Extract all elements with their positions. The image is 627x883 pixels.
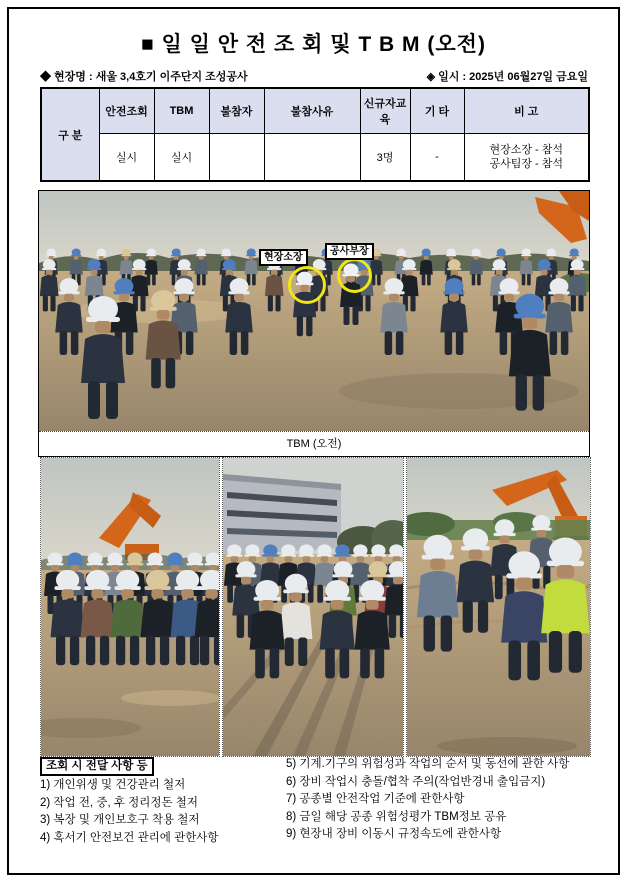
- announcement-left-column: [40, 756, 286, 847]
- note-item-1: 1) 개인위생 및 건강관리 철저: [40, 779, 186, 791]
- col-header-safety-check: 안전조회: [99, 88, 154, 134]
- note-item-5: 5) 기계.기구의 위험성과 작업의 순서 및 동선에 관한 사항: [286, 758, 570, 770]
- col-header-remark: 비 고: [464, 88, 589, 134]
- col-header-absentee: 불참자: [209, 88, 264, 134]
- site-name: ◆ 현장명 : 새울 3,4호기 이주단지 조성공사: [40, 71, 248, 83]
- note-item-3: 3) 복장 및 개인보호구 착용 철저: [40, 814, 200, 826]
- table-row: [41, 134, 589, 182]
- cell-remark: [464, 134, 589, 182]
- col-header-absence-reason: 불참사유: [264, 88, 360, 134]
- cell-tbm: 실시: [154, 134, 209, 182]
- cell-etc: -: [410, 134, 464, 182]
- construction-head-label: 공사부장: [325, 243, 374, 260]
- note-item-6: 6) 장비 작업시 충돌/협착 주의(작업반경내 출입금지): [286, 775, 546, 788]
- note-item-8: 8) 금일 해당 공종 위험성평가 TBM정보 공유: [286, 810, 507, 823]
- tbm-photos-row: [40, 457, 591, 757]
- site-manager-label: 현장소장: [259, 249, 308, 266]
- remark-line-2: 공사팀장 - 참석: [489, 158, 564, 170]
- announcement-section: [40, 756, 600, 847]
- info-row: [40, 68, 588, 84]
- photo-tbm-right: [406, 457, 591, 757]
- assembly-photo-graphic: [39, 191, 589, 431]
- cell-absentee: [209, 134, 264, 182]
- note-item-2: 2) 작업 전, 중, 후 정리정돈 철저: [40, 796, 198, 809]
- announcement-title: 조회 시 전달 사항 등: [40, 757, 154, 776]
- site-manager-highlight-circle: [288, 266, 326, 304]
- col-header-new-worker: 신규자교육: [360, 88, 410, 134]
- photo-morning-assembly: [38, 190, 590, 457]
- col-header-category: 구 분: [41, 88, 99, 181]
- photo-tbm-center: [222, 457, 404, 757]
- page-title: ■ 일 일 안 전 조 회 및 T B M (오전): [141, 33, 486, 56]
- cell-absence-reason: [264, 134, 360, 182]
- photo-tbm-left: [40, 457, 220, 757]
- construction-head-highlight-circle: [337, 258, 372, 293]
- cell-new-worker: 3명: [360, 134, 410, 182]
- date: ◈ 일시 : 2025년 06월27일 금요일: [426, 71, 588, 83]
- note-item-7: 7) 공종별 안전작업 기준에 관한사항: [286, 793, 465, 805]
- note-item-4: 4) 혹서기 안전보건 관리에 관한사항: [40, 831, 219, 844]
- photo-caption: TBM (오전): [39, 431, 589, 456]
- attendance-table: [40, 87, 590, 182]
- cell-safety-check: 실시: [99, 134, 154, 182]
- col-header-tbm: TBM: [154, 88, 209, 134]
- announcement-right-column: [286, 756, 600, 847]
- remark-line-1: 현장소장 - 참석: [489, 144, 564, 156]
- col-header-etc: 기 타: [410, 88, 464, 134]
- note-item-9: 9) 현장내 장비 이동시 규정속도에 관한사항: [286, 828, 502, 840]
